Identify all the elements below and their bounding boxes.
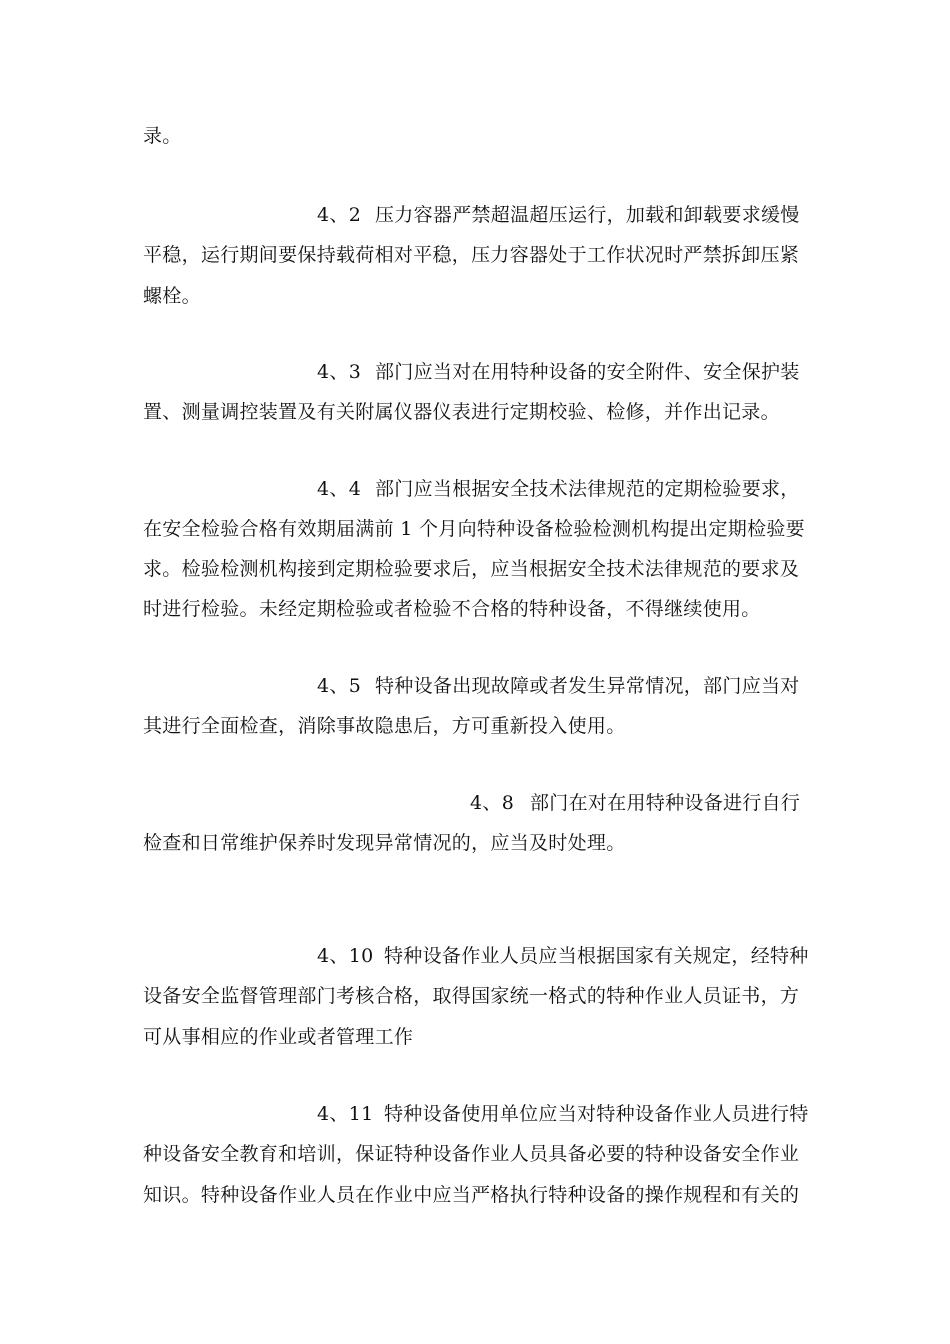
clause-number-4-5: 4、5 — [317, 675, 362, 697]
clause-4-5-line-1: 特种设备出现故障或者发生异常情况，部门应当对 — [375, 675, 800, 697]
clause-4-10-line-2: 设备安全监督管理部门考核合格，取得国家统一格式的特种作业人员证书，方 — [143, 985, 800, 1007]
clause-4-4-line-1: 部门应当根据安全技术法律规范的定期检验要求， — [375, 478, 800, 500]
clause-4-5-line-2: 其进行全面检查，消除事故隐患后，方可重新投入使用。 — [143, 715, 626, 737]
clause-4-2-line-2: 平稳，运行期间要保持载荷相对平稳，压力容器处于工作状况时严禁拆卸压紧 — [143, 244, 800, 266]
clause-4-11-line-2: 种设备安全教育和培训，保证特种设备作业人员具备必要的特种设备安全作业 — [143, 1143, 800, 1165]
clause-4-11-line-1: 特种设备使用单位应当对特种设备作业人员进行特 — [384, 1103, 809, 1125]
clause-4-3-line-1: 部门应当对在用特种设备的安全附件、安全保护装 — [375, 361, 800, 383]
clause-number-4-3: 4、3 — [317, 361, 362, 383]
clause-number-4-4: 4、4 — [317, 478, 362, 500]
clause-4-4-line-4: 时进行检验。未经定期检验或者检验不合格的特种设备，不得继续使用。 — [143, 598, 761, 620]
clause-4-3-line-2: 置、测量调控装置及有关附属仪器仪表进行定期校验、检修，并作出记录。 — [143, 401, 780, 423]
paragraph-0-line-1: 录。 — [143, 125, 182, 147]
clause-number-4-2: 4、2 — [317, 204, 362, 226]
clause-number-4-11: 4、11 — [317, 1103, 374, 1125]
clause-4-2-line-3: 螺栓。 — [143, 285, 201, 307]
clause-4-8-line-1: 部门在对在用特种设备进行自行 — [530, 792, 801, 814]
clause-4-10-line-1: 特种设备作业人员应当根据国家有关规定，经特种 — [384, 945, 809, 967]
clause-4-4-line-2: 在安全检验合格有效期届满前 1 个月向特种设备检验检测机构提出定期检验要 — [143, 518, 805, 540]
clause-4-10-line-3: 可从事相应的作业或者管理工作 — [143, 1026, 414, 1048]
clause-4-8-line-2: 检查和日常维护保养时发现异常情况的，应当及时处理。 — [143, 832, 626, 854]
clause-4-4-line-3: 求。检验检测机构接到定期检验要求后，应当根据安全技术法律规范的要求及 — [143, 558, 800, 580]
clause-4-11-line-3: 知识。特种设备作业人员在作业中应当严格执行特种设备的操作规程和有关的 — [143, 1184, 800, 1206]
clause-number-4-10: 4、10 — [317, 945, 374, 967]
clause-number-4-8: 4、8 — [470, 792, 515, 814]
clause-4-2-line-1: 压力容器严禁超温超压运行，加载和卸载要求缓慢 — [375, 204, 800, 226]
